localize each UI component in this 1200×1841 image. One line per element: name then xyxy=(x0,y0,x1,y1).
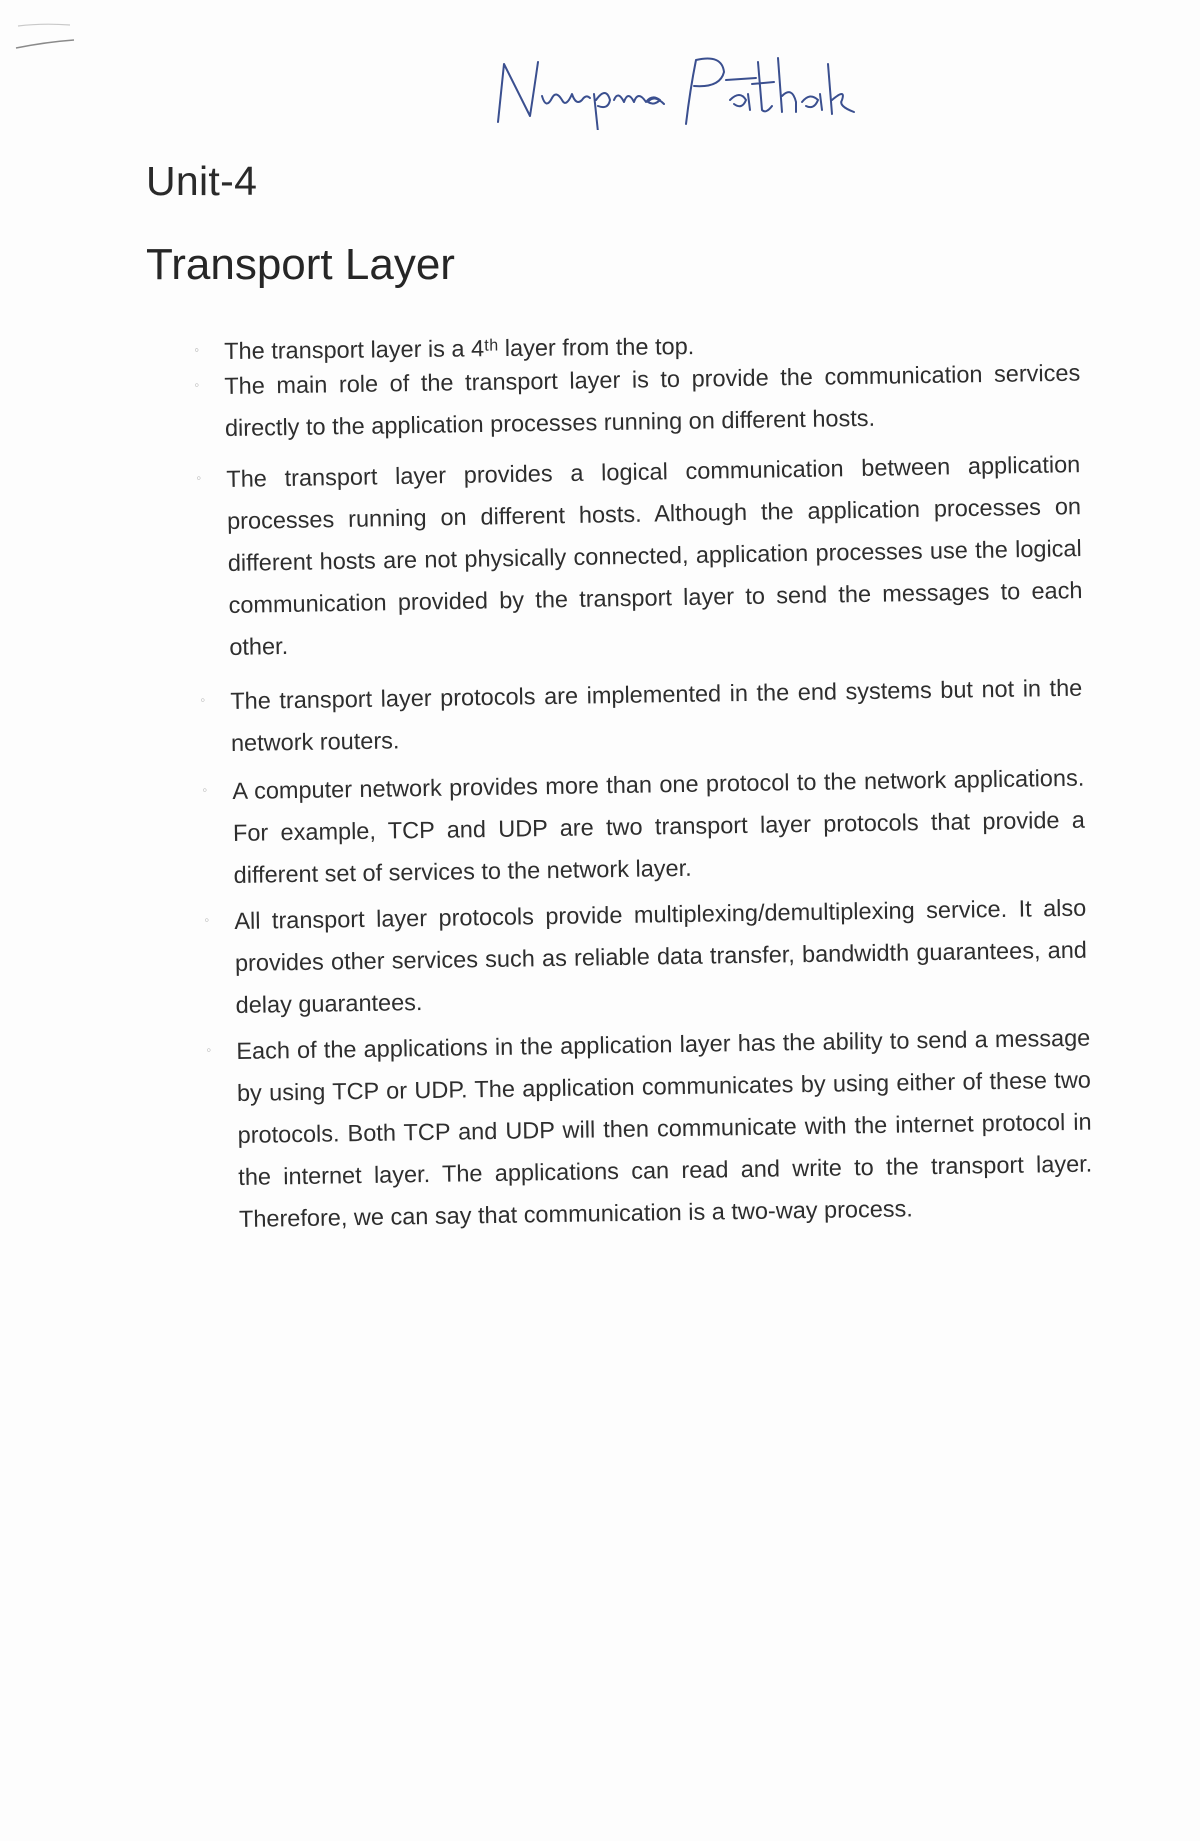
bullet-marker-icon: ◦ xyxy=(206,1041,212,1058)
list-item xyxy=(202,757,1086,896)
list-item-text: The transport layer protocols are implemented in the end systems but not in the network routers. xyxy=(230,674,1083,756)
list-item xyxy=(200,667,1083,764)
list-item xyxy=(194,352,1081,449)
bullet-marker-icon: ◦ xyxy=(202,781,208,798)
section-title: Transport Layer xyxy=(146,240,455,289)
list-item xyxy=(196,443,1084,668)
list-item xyxy=(204,887,1088,1026)
list-item-text: The transport layer is a 4ᵗʰ layer from the top. xyxy=(224,333,695,364)
list-item-text: All transport layer protocols provide multiplexing/demultiplexing service. It also provides other services such as reliable data transfer, bandwidth guarantees, and delay guarantees. xyxy=(234,894,1088,1018)
bullet-marker-icon: ◦ xyxy=(200,691,206,708)
bullet-marker-icon: ◦ xyxy=(204,911,210,928)
bullet-marker-icon: ◦ xyxy=(194,376,200,393)
scan-artifact-mark xyxy=(12,18,76,58)
bullet-marker-icon: ◦ xyxy=(196,469,202,486)
list-item-text: Each of the applications in the application layer has the ability to send a message by using TCP or UDP. The application communicates by using either of these two protocols. Both TCP and UDP will then communicate with the internet protocol in the internet layer. The applications can read and write to the transport layer. Therefore, we can say that communication is a two-way process. xyxy=(236,1024,1093,1232)
list-item xyxy=(206,1017,1093,1240)
unit-title: Unit-4 xyxy=(146,158,258,204)
handwritten-signature xyxy=(490,50,860,130)
list-item-text: The transport layer provides a logical communication between application processes running on different hosts. Although the application processes on different hosts are not physically connected, application processes use the logical communication provided by the transport layer to send the messages to each other. xyxy=(226,451,1083,660)
list-item-text: A computer network provides more than one protocol to the network applications. For example, TCP and UDP are two transport layer protocols that provide a different set of services to the network layer. xyxy=(232,764,1086,888)
list-item-text: The main role of the transport layer is to provide the communication services directly to the application processes running on different hosts. xyxy=(224,359,1081,441)
bullet-marker-icon: ◦ xyxy=(194,341,200,358)
